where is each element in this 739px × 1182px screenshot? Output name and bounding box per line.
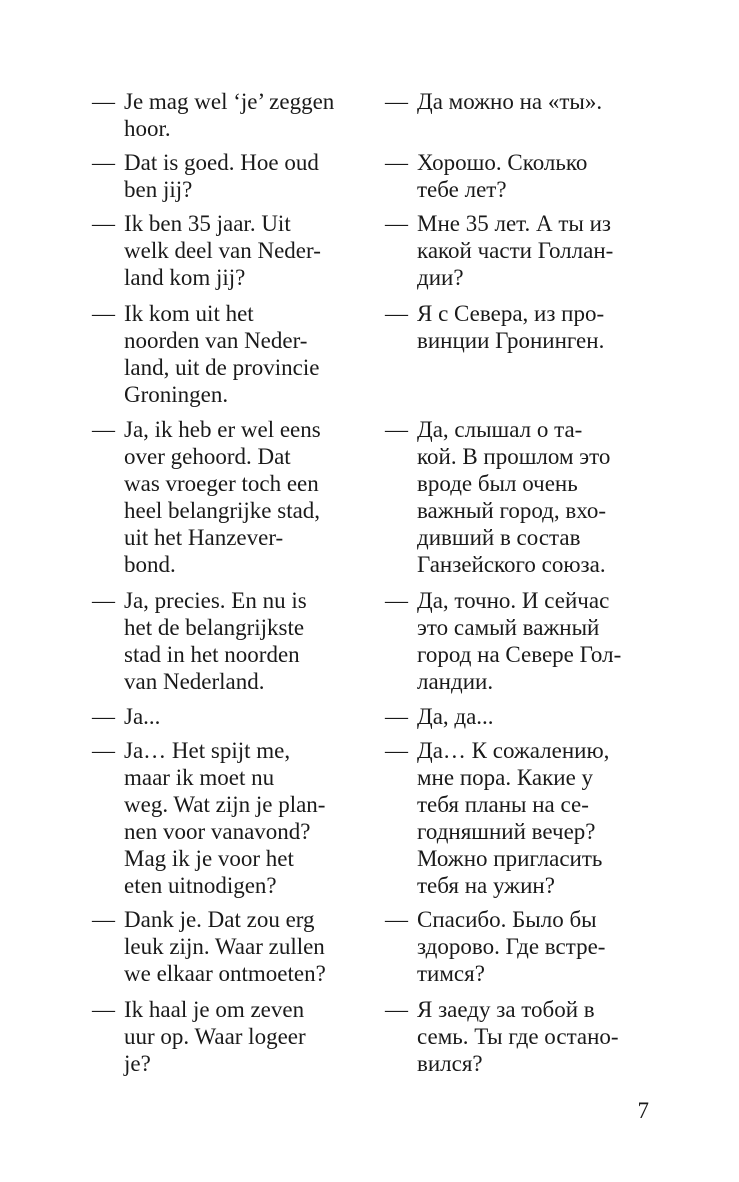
russian-line-text: Я заеду за тобой в семь. Ты где остано- вился? bbox=[417, 997, 619, 1076]
dialogue-dash: — bbox=[385, 907, 408, 932]
russian-line bbox=[385, 587, 655, 695]
russian-line bbox=[385, 300, 655, 354]
dutch-line bbox=[92, 210, 362, 291]
dutch-line-text: Ik kom uit het noorden van Neder- land, uit de provincie Groningen. bbox=[124, 301, 320, 407]
dialogue-dash: — bbox=[385, 89, 408, 114]
dialogue-dash: — bbox=[92, 907, 115, 932]
dialogue-dash: — bbox=[385, 704, 408, 729]
russian-line bbox=[385, 996, 655, 1077]
dutch-line-text: Ja, ik heb er wel eens over gehoord. Dat was vroeger toch een heel belangrijke stad, uit het Hanzever- bond. bbox=[124, 417, 321, 577]
dutch-line bbox=[92, 996, 362, 1077]
russian-line-text: Мне 35 лет. А ты из какой части Голлан- дии? bbox=[417, 211, 614, 290]
dutch-line bbox=[92, 703, 362, 730]
russian-line bbox=[385, 703, 655, 730]
dialogue-dash: — bbox=[385, 738, 408, 763]
dutch-line bbox=[92, 88, 362, 142]
russian-line bbox=[385, 210, 655, 291]
russian-line-text: Спасибо. Было бы здорово. Где встре- тимся? bbox=[417, 907, 606, 986]
dialogue-dash: — bbox=[385, 211, 408, 236]
russian-line bbox=[385, 149, 655, 203]
russian-line-text: Да, точно. И сейчас это самый важный город на Севере Гол- ландии. bbox=[417, 588, 622, 694]
dutch-line bbox=[92, 149, 362, 203]
russian-line-text: Да, слышал о та- кой. В прошлом это вроде был очень важный город, вхо- дивший в состав Ганзейского союза. bbox=[417, 417, 611, 577]
dialogue-dash: — bbox=[92, 704, 115, 729]
dutch-line-text: Ik haal je om zeven uur op. Waar logeer je? bbox=[124, 997, 306, 1076]
dutch-line-text: Ik ben 35 jaar. Uit welk deel van Neder- land kom jij? bbox=[124, 211, 321, 290]
dialogue-dash: — bbox=[92, 301, 115, 326]
russian-line bbox=[385, 416, 655, 578]
page-number: 7 bbox=[637, 1098, 649, 1123]
dialogue-dash: — bbox=[92, 588, 115, 613]
russian-line bbox=[385, 737, 655, 899]
dialogue-dash: — bbox=[385, 588, 408, 613]
dialogue-dash: — bbox=[92, 997, 115, 1022]
russian-line bbox=[385, 906, 655, 987]
russian-line-text: Я с Севера, из про- винции Гронинген. bbox=[417, 301, 605, 353]
dialogue-dash: — bbox=[385, 301, 408, 326]
dutch-line-text: Ja... bbox=[124, 704, 161, 729]
dutch-line bbox=[92, 737, 362, 899]
dutch-line bbox=[92, 906, 362, 987]
dialogue-dash: — bbox=[92, 150, 115, 175]
dialogue-dash: — bbox=[385, 150, 408, 175]
russian-line-text: Да… К сожалению, мне пора. Какие у тебя планы на се- годняшний вечер? Можно пригласить тебя на ужин? bbox=[417, 738, 610, 898]
russian-line-text: Да можно на «ты». bbox=[417, 89, 603, 114]
dutch-line-text: Dat is goed. Hoe oud ben jij? bbox=[124, 150, 319, 202]
dialogue-dash: — bbox=[92, 89, 115, 114]
dialogue-dash: — bbox=[385, 997, 408, 1022]
dutch-line-text: Je mag wel ‘je’ zeggen hoor. bbox=[124, 89, 335, 141]
dialogue-dash: — bbox=[92, 211, 115, 236]
dutch-line-text: Dank je. Dat zou erg leuk zijn. Waar zullen we elkaar ontmoeten? bbox=[124, 907, 326, 986]
dutch-line-text: Ja, precies. En nu is het de belangrijkste stad in het noorden van Nederland. bbox=[124, 588, 307, 694]
dialogue-dash: — bbox=[385, 417, 408, 442]
russian-line-text: Да, да... bbox=[417, 704, 494, 729]
russian-line-text: Хорошо. Сколько тебе лет? bbox=[417, 150, 588, 202]
dutch-line bbox=[92, 587, 362, 695]
russian-line bbox=[385, 88, 655, 115]
dutch-line-text: Ja… Het spijt me, maar ik moet nu weg. Wat zijn je plan- nen voor vanavond? Mag ik je voor het eten uitnodigen? bbox=[124, 738, 326, 898]
dutch-line bbox=[92, 416, 362, 578]
dialogue-dash: — bbox=[92, 417, 115, 442]
dutch-line bbox=[92, 300, 362, 408]
dialogue-dash: — bbox=[92, 738, 115, 763]
